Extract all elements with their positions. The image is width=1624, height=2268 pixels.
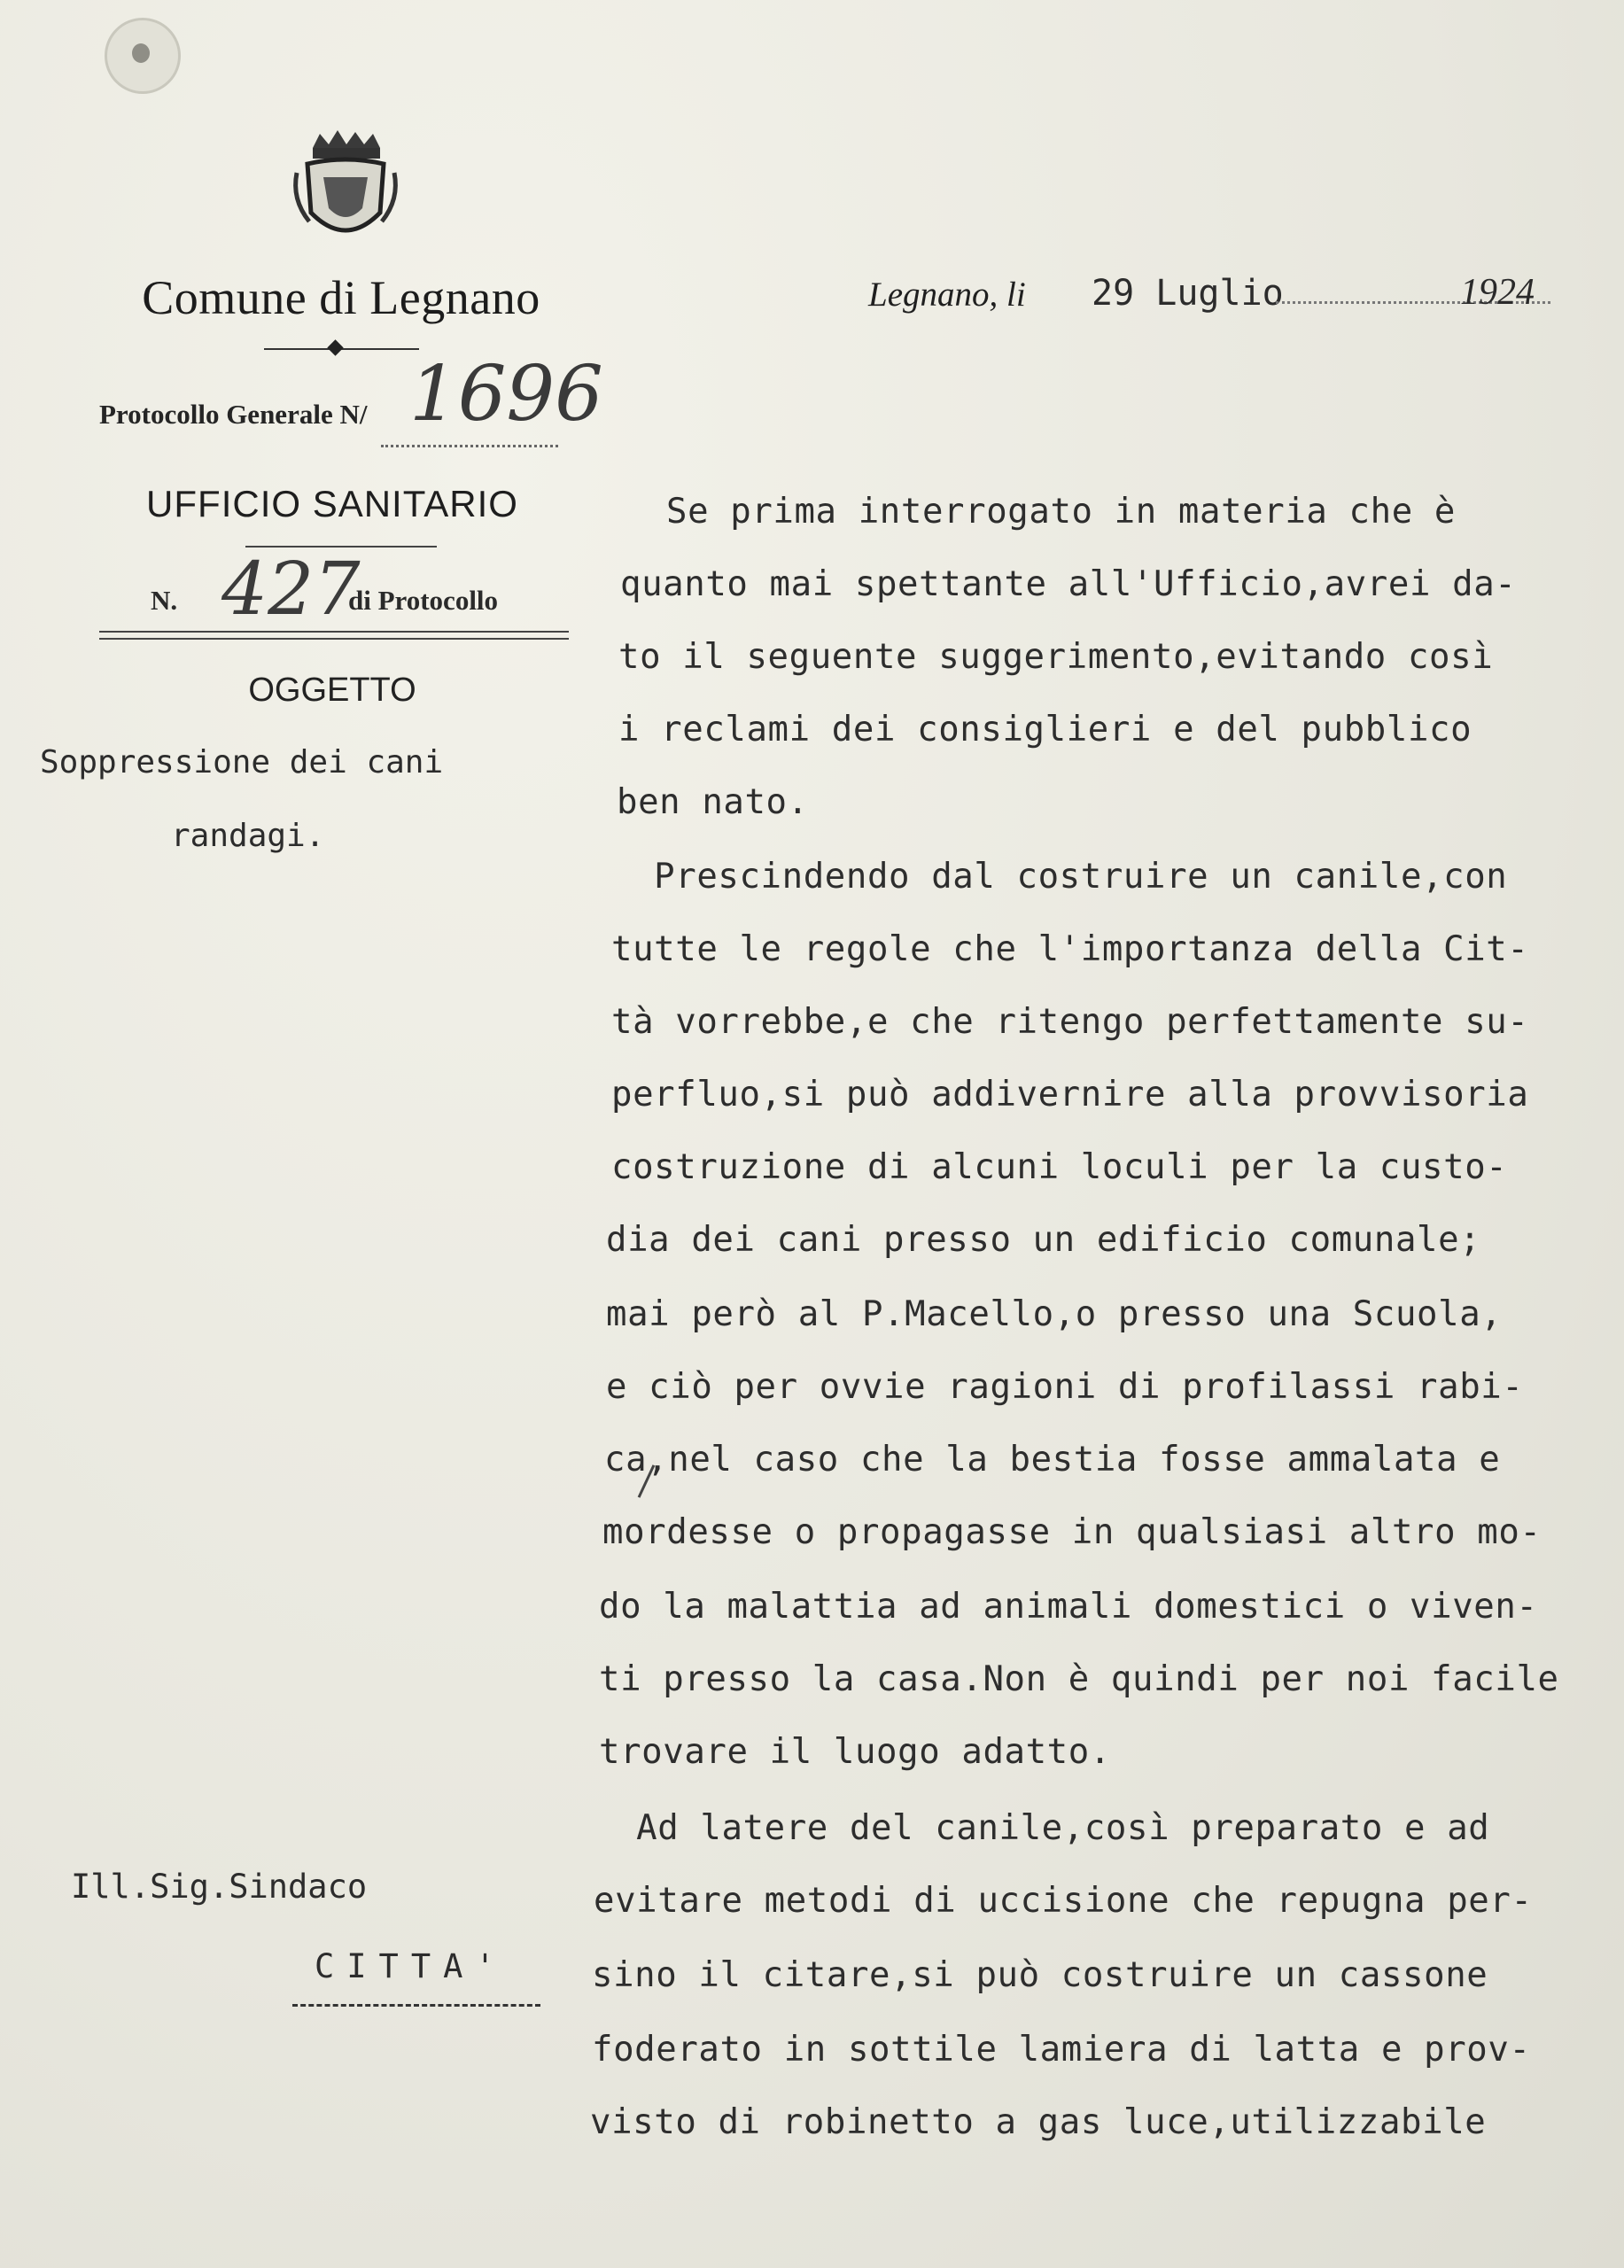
body-line: trovare il luogo adatto. xyxy=(599,1732,1111,1772)
n-label: N. xyxy=(151,585,178,616)
coat-of-arms-icon xyxy=(288,128,403,257)
body-line: costruzione di alcuni loculi per la custo- xyxy=(611,1147,1508,1187)
recipient-line-2: CITTA' xyxy=(315,1947,508,1985)
body-line: Ad latere del canile,così preparato e ad xyxy=(594,1808,1490,1848)
body-line: tutte le regole che l'importanza della Cit- xyxy=(611,929,1529,969)
double-rule xyxy=(99,631,569,640)
body-line: evitare metodi di uccisione che repugna per- xyxy=(594,1881,1533,1921)
protocollo-generale-number: 1696 xyxy=(409,350,603,439)
body-line: Prescindendo dal costruire un canile,con xyxy=(611,857,1508,897)
protocollo-generale-label: Protocollo Generale N/ xyxy=(99,399,368,430)
body-line: mai però al P.Macello,o presso una Scuola, xyxy=(606,1294,1503,1334)
body-line: sino il citare,si può costruire un cassone xyxy=(592,1955,1488,1995)
oggetto-line-2: randagi. xyxy=(171,818,325,854)
body-line: to il seguente suggerimento,evitando così xyxy=(618,637,1494,677)
di-protocollo-label: di Protocollo xyxy=(348,585,499,616)
body-line: ca,nel caso che la bestia fosse ammalata e xyxy=(604,1440,1501,1480)
protocollo-dotted-line xyxy=(381,445,558,449)
ufficio-heading: UFFICIO SANITARIO xyxy=(146,483,518,524)
body-line: e ciò per ovvie ragioni di profilassi rabi- xyxy=(606,1367,1524,1407)
recipient-line-1: Ill.Sig.Sindaco xyxy=(71,1868,368,1906)
body-line: dia dei cani presso un edificio comunale; xyxy=(606,1220,1481,1260)
body-line: mordesse o propagasse in qualsiasi altro mo- xyxy=(602,1512,1542,1552)
date-text: 29 Luglio xyxy=(1092,273,1284,314)
protocollo-number: 427 xyxy=(221,548,361,632)
body-line: quanto mai spettante all'Ufficio,avrei da- xyxy=(620,564,1517,604)
oggetto-label: OGGETTO xyxy=(248,672,416,709)
body-line: tà vorrebbe,e che ritengo perfettamente su- xyxy=(611,1002,1529,1042)
body-line: visto di robinetto a gas luce,utilizzabile xyxy=(590,2102,1487,2142)
body-line: ben nato. xyxy=(617,782,809,822)
body-line: i reclami dei consiglieri e del pubblico xyxy=(618,710,1472,750)
year-text: 1924 xyxy=(1460,272,1535,313)
body-line: do la malattia ad animali domestici o viven- xyxy=(599,1587,1538,1627)
ornament-diamond xyxy=(327,339,343,355)
body-line: foderato in sottile lamiera di latta e prov- xyxy=(592,2030,1531,2070)
body-line: perfluo,si può addivernire alla provvisoria xyxy=(611,1075,1529,1115)
body-line: ti presso la casa.Non è quindi per noi facile xyxy=(599,1659,1559,1699)
place-label: Legnano, li xyxy=(868,276,1026,314)
comune-heading: Comune di Legnano xyxy=(142,271,540,324)
oggetto-line-1: Soppressione dei cani xyxy=(40,744,444,781)
punch-hole xyxy=(105,18,181,94)
recipient-underline xyxy=(292,2004,540,2007)
body-line: Se prima interrogato in materia che è xyxy=(666,492,1456,532)
